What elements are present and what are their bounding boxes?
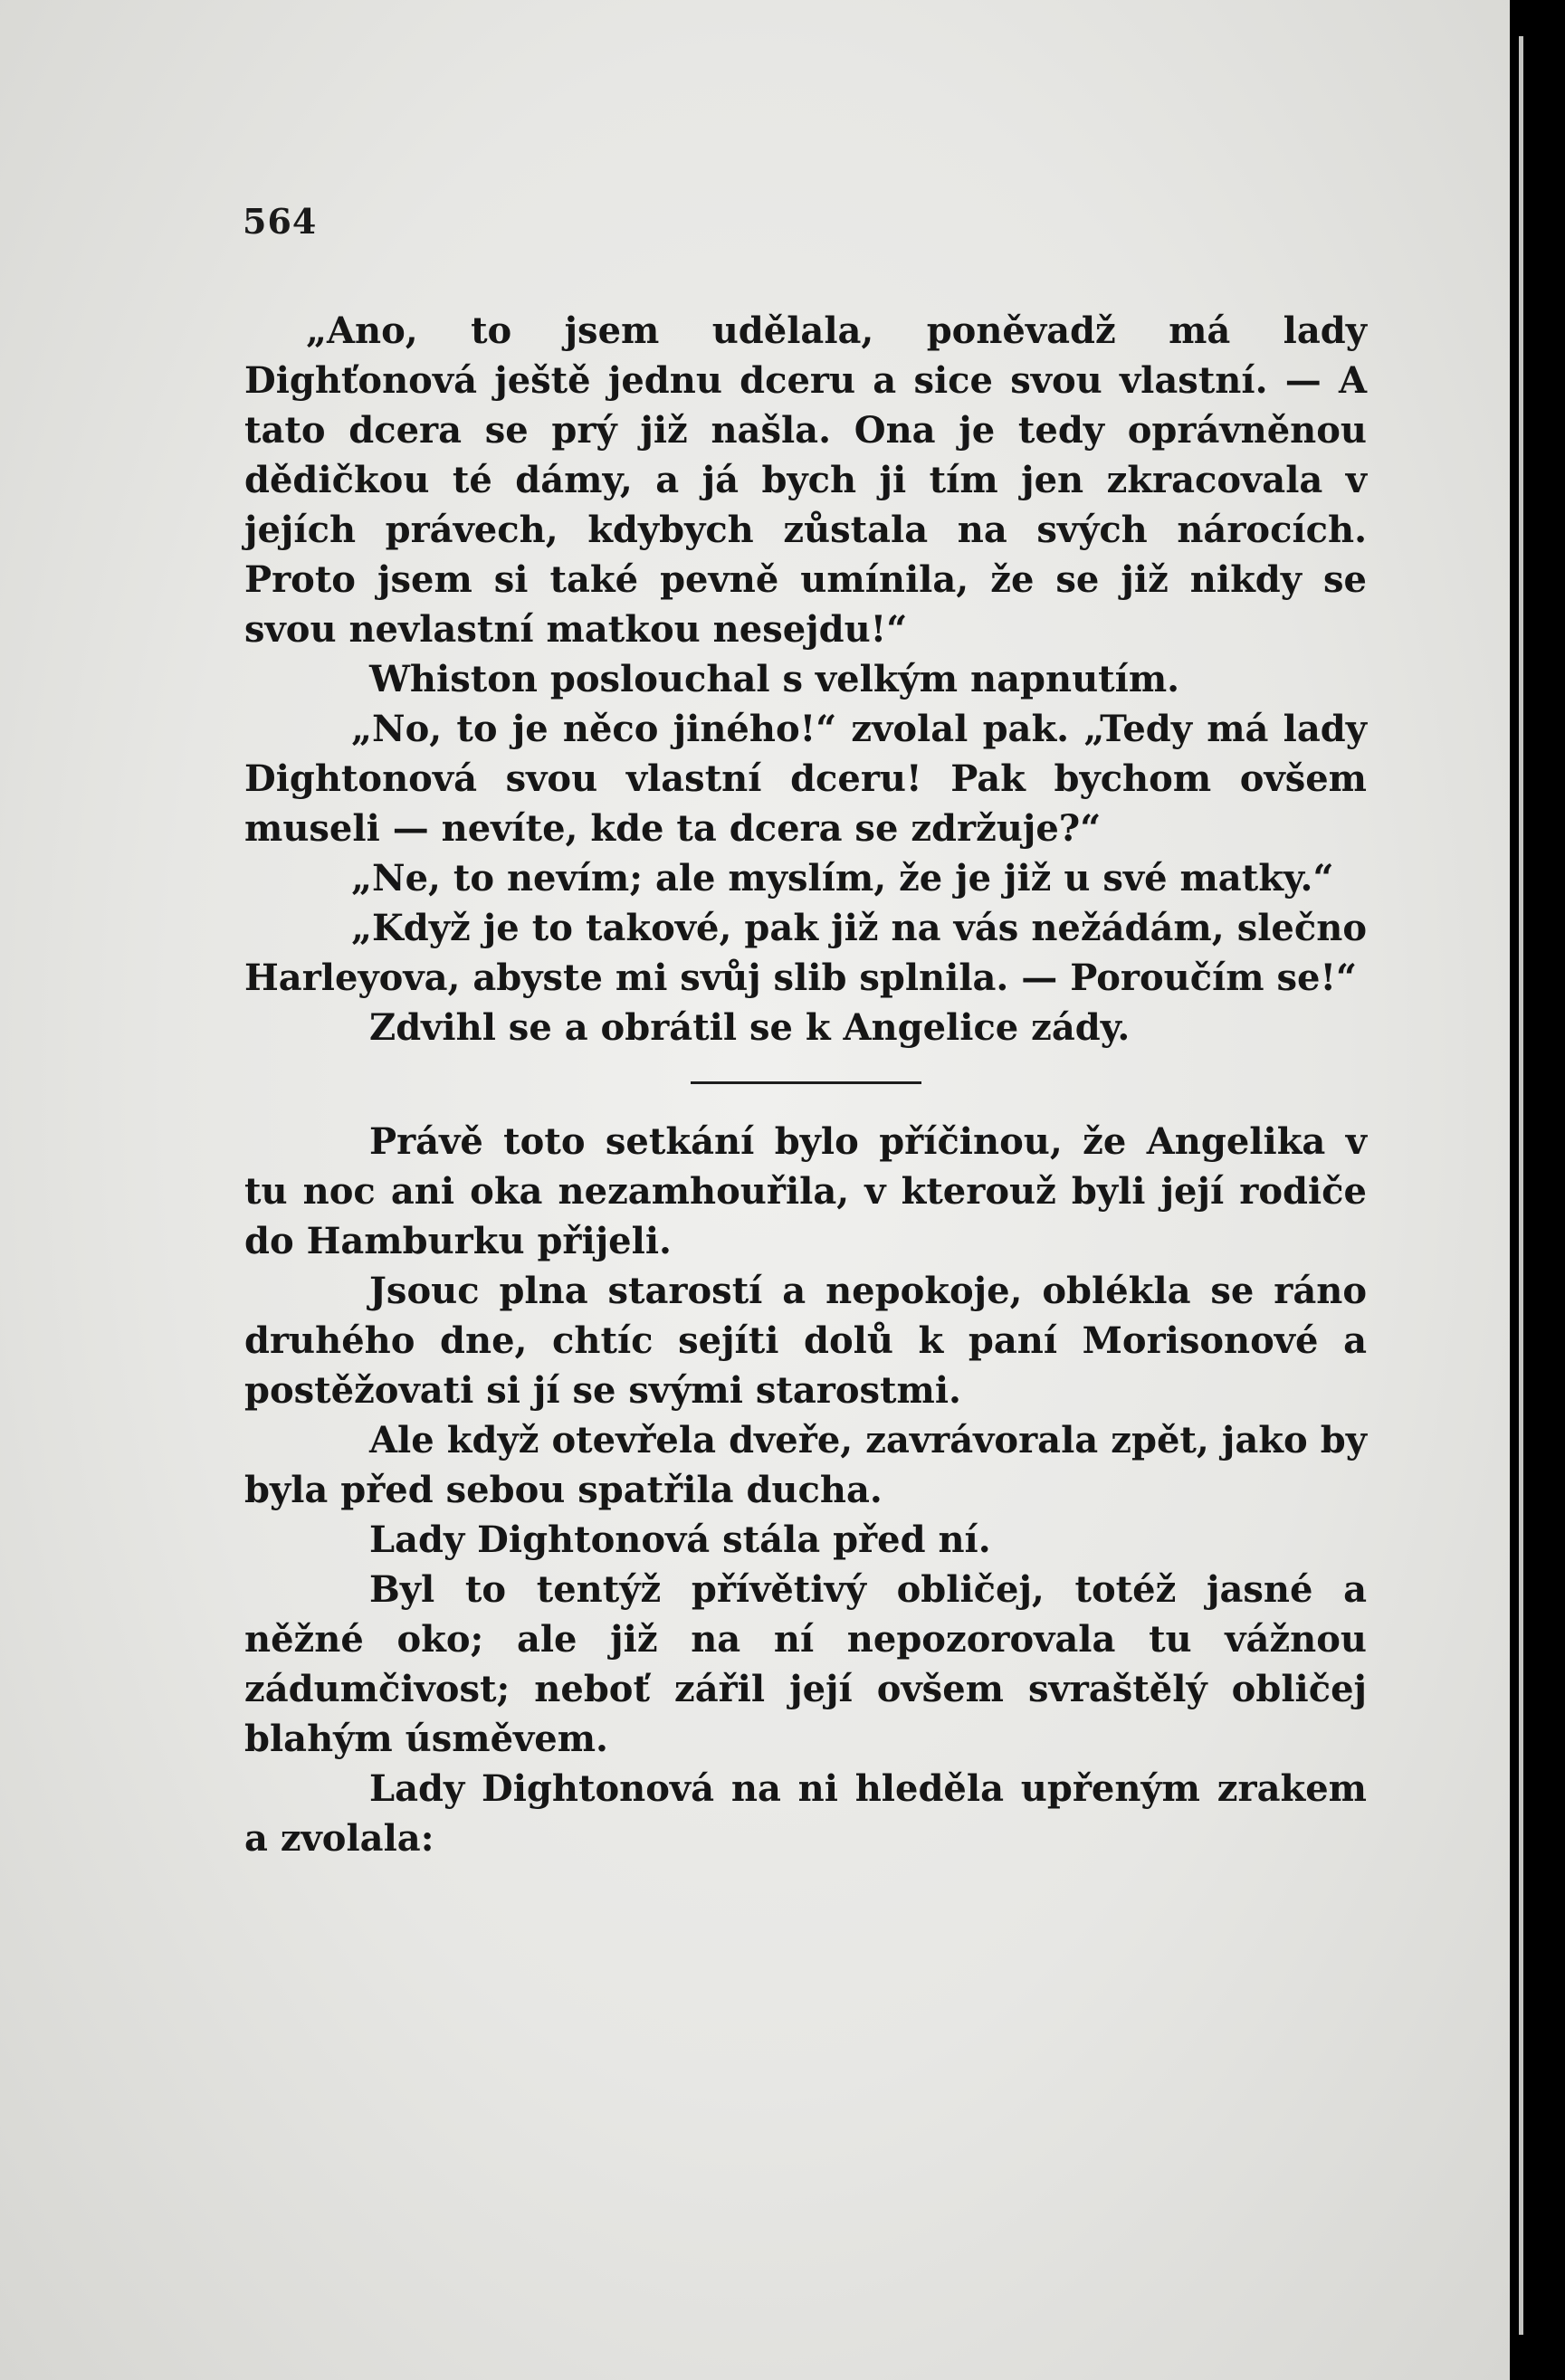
paragraph: „Ano, to jsem udělala, poněvadž má lady Dighťonová ještě jednu dceru a sice svou vlastní. — A tato dcera se prý již našla. Ona je tedy oprávněnou dědičkou té dámy, a já bych ji tím jen zkracovala v jejích právech, kdybych zůstala na svých nárocích. Proto jsem si také pevně umínila, že se již nikdy se svou nevlastní matkou nesejdu!“: [244, 309, 1367, 651]
paragraph: Lady Dightonová na ni hleděla upřeným zrakem a zvolala:: [244, 1767, 1367, 1860]
adjacent-page-edge: [1519, 36, 1523, 2335]
section-divider: [691, 1081, 921, 1084]
paragraph: Whiston poslouchal s velkým napnutím.: [369, 658, 1180, 700]
paragraph: „Když je to takové, pak již na vás nežádám, slečno Harleyova, abyste mi svůj slib splnila. — Poroučím se!“: [244, 907, 1367, 999]
paragraph: Byl to tentýž přívětivý obličej, totéž jasné a něžné oko; ale již na ní nepozorovala tu vážnou zádumčivost; neboť zářil její ovšem svraštělý obličej blahým úsměvem.: [244, 1568, 1367, 1760]
paragraph: Ale když otevřela dveře, zavrávorala zpět, jako by byla před sebou spatřila ducha.: [244, 1419, 1367, 1511]
paragraph: „Ne, to nevím; ale myslím, že je již u své matky.“: [351, 857, 1334, 900]
paragraph: „No, to je něco jiného!“ zvolal pak. „Tedy má lady Dightonová svou vlastní dceru! Pak bychom ovšem museli — nevíte, kde ta dcera se zdržuje?“: [244, 708, 1367, 850]
page-number: 564: [243, 201, 318, 242]
paragraph: Lady Dightonová stála před ní.: [369, 1518, 991, 1561]
paragraph: Právě toto setkání bylo příčinou, že Angelika v tu noc ani oka nezamhouřila, v kterouž byli její rodiče do Hamburku přijeli.: [244, 1120, 1367, 1262]
paragraph: Zdvihl se a obrátil se k Angelice zády.: [369, 1006, 1131, 1049]
body-text: [244, 306, 1367, 1863]
paragraph: Jsouc plna starostí a nepokoje, oblékla se ráno druhého dne, chtíc sejíti dolů k paní Morisonové a postěžovati si jí se svými starostmi.: [244, 1270, 1367, 1412]
